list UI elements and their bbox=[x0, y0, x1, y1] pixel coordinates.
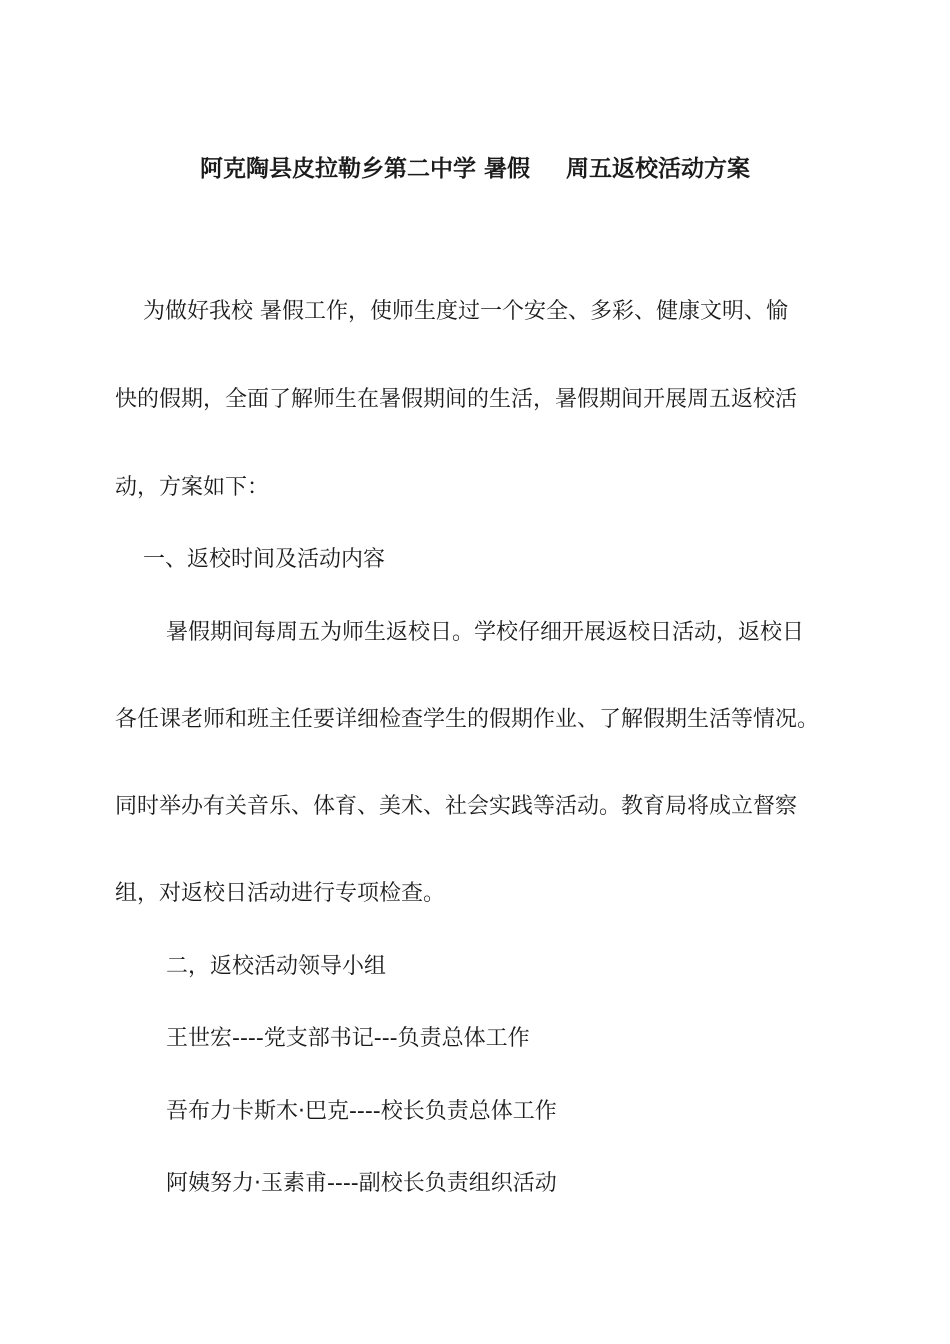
document-title bbox=[0, 150, 950, 183]
member-line-3: 阿姨努力·玉素甫----副校长负责组织活动 bbox=[166, 1171, 557, 1196]
section1-line-2: 各任课老师和班主任要详细检查学生的假期作业、了解假期生活等情况。 bbox=[115, 707, 820, 732]
member-line-2: 吾布力卡斯木·巴克----校长负责总体工作 bbox=[166, 1099, 557, 1124]
section2-heading: 二，返校活动领导小组 bbox=[166, 954, 387, 979]
member-line-1: 王世宏----党支部书记---负责总体工作 bbox=[166, 1026, 530, 1051]
section1-line-4: 组，对返校日活动进行专项检查。 bbox=[115, 881, 446, 906]
section1-line-1: 暑假期间每周五为师生返校日。学校仔细开展返校日活动，返校日 bbox=[166, 620, 805, 645]
intro-line-2: 快的假期，全面了解师生在暑假期间的生活，暑假期间开展周五返校活 bbox=[115, 387, 798, 412]
section1-line-3: 同时举办有关音乐、体育、美术、社会实践等活动。教育局将成立督察 bbox=[115, 794, 798, 819]
intro-line-1: 为做好我校 暑假工作，使师生度过一个安全、多彩、健康文明、愉 bbox=[143, 299, 788, 324]
document-title-part2: 周五返校活动方案 bbox=[566, 156, 750, 182]
document-title-part1: 阿克陶县皮拉勒乡第二中学 暑假 bbox=[199, 156, 530, 182]
section1-heading: 一、返校时间及活动内容 bbox=[143, 547, 386, 572]
intro-line-3: 动，方案如下： bbox=[115, 475, 270, 500]
